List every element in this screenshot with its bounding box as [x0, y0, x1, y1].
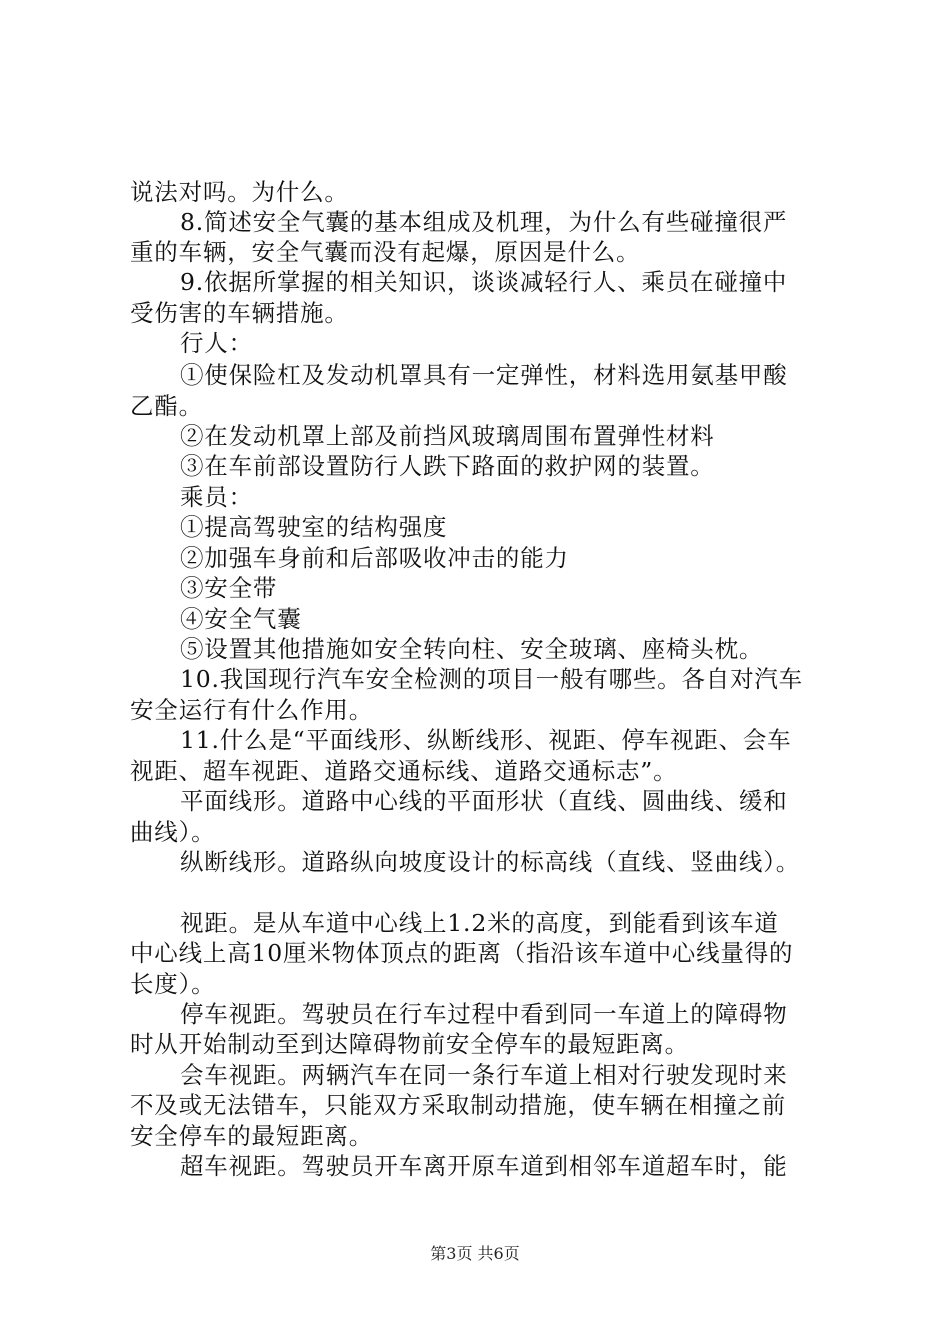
question-11: 11.什么是“平面线形、纵断线形、视距、停车视距、会车: [180, 726, 792, 754]
definition-paragraph: 停车视距。驾驶员在行车过程中看到同一车道上的障碍物: [180, 1000, 788, 1028]
text-line: 长度）。: [130, 970, 216, 998]
text-line: 时从开始制动至到达障碍物前安全停车的最短距离。: [130, 1030, 689, 1058]
section-heading-pedestrian: 行人：: [180, 329, 253, 357]
list-item: ②在发动机罩上部及前挡风玻璃周围布置弹性材料: [180, 422, 715, 450]
definition-paragraph: 会车视距。两辆汽车在同一条行车道上相对行驶发现时来: [180, 1061, 788, 1089]
definition-paragraph: 超车视距。驾驶员开车离开原车道到相邻车道超车时，能: [180, 1152, 788, 1180]
page-number-footer: 第3页 共6页: [430, 1244, 520, 1263]
text-line: 安全停车的最短距离。: [130, 1122, 373, 1150]
question-9: 9.依据所掌握的相关知识，谈谈减轻行人、乘员在碰撞中: [180, 268, 788, 296]
text-line: 重的车辆，安全气囊而没有起爆，原因是什么。: [130, 238, 641, 266]
text-line: 中心线上高10厘米物体顶点的距离（指沿该车道中心线量得的: [130, 939, 794, 967]
definition-paragraph: 纵断线形。道路纵向坡度设计的标高线（直线、竖曲线）。: [180, 848, 801, 876]
list-item: ①使保险杠及发动机罩具有一定弹性，材料选用氨基甲酸: [180, 361, 788, 389]
text-line: 说法对吗。为什么。: [130, 178, 349, 206]
text-line: 受伤害的车辆措施。: [130, 299, 349, 327]
question-8: 8.简述安全气囊的基本组成及机理，为什么有些碰撞很严: [180, 208, 788, 236]
list-item: ⑤设置其他措施如安全转向柱、安全玻璃、座椅头枕。: [180, 635, 764, 663]
text-line: 视距、超车视距、道路交通标线、道路交通标志”。: [130, 757, 678, 785]
text-line: 安全运行有什么作用。: [130, 696, 373, 724]
list-item: ②加强车身前和后部吸收冲击的能力: [180, 544, 569, 572]
list-item: ③在车前部设置防行人跌下路面的救护网的装置。: [180, 452, 715, 480]
list-item: ③安全带: [180, 574, 278, 602]
definition-paragraph: 视距。是从车道中心线上1.2米的高度，到能看到该车道: [180, 909, 779, 937]
text-line: 乙酯。: [130, 392, 203, 420]
text-line: 曲线）。: [130, 818, 216, 846]
list-item: ④安全气囊: [180, 605, 302, 633]
definition-paragraph: 平面线形。道路中心线的平面形状（直线、圆曲线、缓和: [180, 787, 788, 815]
list-item: ①提高驾驶室的结构强度: [180, 513, 448, 541]
question-10: 10.我国现行汽车安全检测的项目一般有哪些。各自对汽车: [180, 665, 803, 693]
text-line: 不及或无法错车，只能双方采取制动措施，使车辆在相撞之前: [130, 1091, 787, 1119]
section-heading-occupant: 乘员：: [180, 483, 253, 511]
